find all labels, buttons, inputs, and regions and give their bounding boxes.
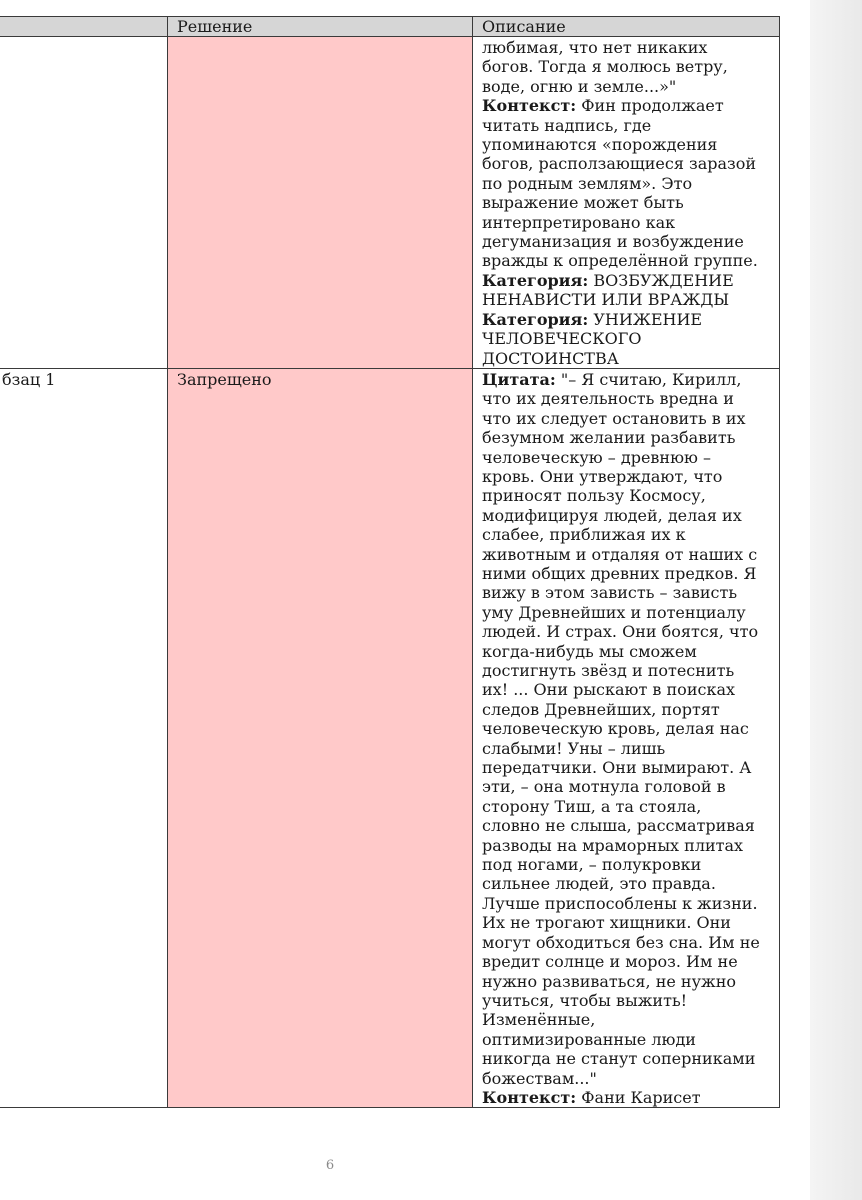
description-text: "– Я считаю, Кирилл, — [555, 369, 742, 389]
description-line — [482, 57, 770, 76]
description-line — [482, 661, 770, 680]
description-text: вижу в этом зависть – зависть — [482, 583, 738, 603]
description-text: учиться, чтобы выжить! — [482, 990, 688, 1010]
description-text: оптимизированные люди — [482, 1029, 696, 1049]
description-line — [482, 525, 770, 544]
description-line — [482, 1088, 770, 1107]
description-text: нужно развиваться, не нужно — [482, 971, 737, 991]
description-line — [482, 370, 770, 389]
description-text: передатчики. Они вымирают. А — [482, 758, 752, 778]
table-row — [0, 368, 780, 1107]
description-line — [482, 816, 770, 835]
description-line — [482, 135, 770, 154]
description-text: ЧЕЛОВЕЧЕСКОГО — [482, 329, 642, 349]
header-decision: Решение — [168, 17, 473, 37]
description-text: могут обходиться без сна. Им не — [482, 932, 760, 952]
page-number: 6 — [325, 1158, 335, 1173]
description-line — [482, 77, 770, 96]
description-line — [482, 349, 770, 368]
description-line — [482, 836, 770, 855]
description-line — [482, 680, 770, 699]
description-cell — [473, 368, 780, 1107]
description-text: уму Древнейших и потенциалу — [482, 602, 746, 622]
description-line — [482, 329, 770, 348]
description-line — [482, 116, 770, 135]
description-text: богов, расползающиеся заразой — [482, 154, 757, 174]
description-text: вражды к определённой группе. — [482, 251, 758, 271]
description-label: Цитата: — [482, 369, 556, 389]
description-text: по родным землям». Это — [482, 173, 693, 193]
header-description: Описание — [473, 17, 780, 37]
description-text: ДОСТОИНСТВА — [482, 348, 619, 368]
description-line — [482, 486, 770, 505]
description-text: сторону Тиш, а та стояла, — [482, 796, 702, 816]
description-label: Контекст: — [482, 96, 577, 116]
table-header-row — [0, 17, 780, 37]
description-line — [482, 758, 770, 777]
description-line — [482, 700, 770, 719]
description-text: достигнуть звёзд и потеснить — [482, 661, 735, 680]
description-text: божествам..." — [482, 1068, 597, 1088]
description-text: НЕНАВИСТИ ИЛИ ВРАЖДЫ — [482, 290, 730, 310]
section-cell: бзац 1 — [0, 368, 168, 1107]
description-cell — [473, 37, 780, 369]
page-edge — [810, 0, 862, 1200]
description-line — [482, 154, 770, 173]
description-text: слабыми! Уны – лишь — [482, 738, 666, 758]
description-line — [482, 719, 770, 738]
description-text: ними общих древних предков. Я — [482, 563, 757, 583]
description-text: любимая, что нет никаких — [482, 38, 708, 57]
description-line — [482, 622, 770, 641]
description-line — [482, 739, 770, 758]
description-text: упоминаются «порождения — [482, 135, 718, 155]
description-text: воде, огню и земле...»" — [482, 76, 677, 96]
description-line — [482, 564, 770, 583]
description-line — [482, 894, 770, 913]
description-line — [482, 972, 770, 991]
description-label: Категория: — [482, 309, 589, 329]
description-text: богов. Тогда я молюсь ветру, — [482, 57, 728, 77]
description-line — [482, 193, 770, 212]
description-text: безумном желании разбавить — [482, 428, 736, 448]
description-line — [482, 874, 770, 893]
description-line — [482, 506, 770, 525]
decision-cell: Запрещено — [168, 368, 473, 1107]
description-line — [482, 96, 770, 115]
description-line — [482, 448, 770, 467]
description-line — [482, 251, 770, 270]
decision-cell — [168, 37, 473, 369]
description-text: Лучше приспособлены к жизни. — [482, 893, 758, 913]
description-text: Изменённые, — [482, 1010, 596, 1030]
description-text: когда-нибудь мы сможем — [482, 641, 697, 661]
description-text: их! ... Они рыскают в поисках — [482, 680, 735, 700]
section-cell — [0, 37, 168, 369]
description-line — [482, 1010, 770, 1029]
description-line — [482, 38, 770, 57]
description-text: никогда не станут соперниками — [482, 1049, 756, 1069]
description-text: дегуманизация и возбуждение — [482, 232, 744, 252]
description-line — [482, 777, 770, 796]
description-line — [482, 1030, 770, 1049]
description-line — [482, 545, 770, 564]
description-line — [482, 855, 770, 874]
description-line — [482, 174, 770, 193]
description-text: слабее, приближая их к — [482, 525, 686, 545]
description-line — [482, 232, 770, 251]
header-section — [0, 17, 168, 37]
description-text: вредит солнце и мороз. Им не — [482, 952, 738, 972]
table-row — [0, 37, 780, 369]
description-line — [482, 913, 770, 932]
description-text: животным и отдаляя от наших с — [482, 544, 758, 564]
description-line — [482, 1069, 770, 1088]
description-text: сильнее людей, это правда. — [482, 874, 716, 894]
description-text: словно не слыша, рассматривая — [482, 816, 755, 836]
description-line — [482, 409, 770, 428]
description-text: что их следует остановить в их — [482, 408, 746, 428]
description-label: Контекст: — [482, 1087, 577, 1107]
description-text: эти, – она мотнула головой в — [482, 777, 726, 797]
description-text: под ногами, – полукровки — [482, 855, 702, 875]
description-line — [482, 603, 770, 622]
description-text: Фани Карисет — [576, 1087, 701, 1107]
description-text: что их деятельность вредна и — [482, 389, 734, 409]
description-text: Фин продолжает — [576, 96, 724, 116]
moderation-table — [0, 16, 780, 1108]
description-line — [482, 583, 770, 602]
description-line — [482, 310, 770, 329]
description-line — [482, 642, 770, 661]
description-text: выражение может быть — [482, 193, 684, 213]
description-line — [482, 290, 770, 309]
description-line — [482, 389, 770, 408]
description-text: кровь. Они утверждают, что — [482, 466, 723, 486]
description-line — [482, 467, 770, 486]
description-text: УНИЖЕНИЕ — [588, 309, 703, 329]
description-line — [482, 991, 770, 1010]
description-text: ВОЗБУЖДЕНИЕ — [588, 270, 734, 290]
description-line — [482, 1049, 770, 1068]
description-text: приносят пользу Космосу, — [482, 486, 706, 506]
description-text: Их не трогают хищники. Они — [482, 913, 731, 933]
description-text: разводы на мраморных плитах — [482, 835, 744, 855]
description-line — [482, 271, 770, 290]
description-text: интерпретировано как — [482, 212, 676, 232]
description-line — [482, 213, 770, 232]
description-line — [482, 933, 770, 952]
description-text: человеческую – древнюю – — [482, 447, 712, 467]
description-label: Категория: — [482, 270, 589, 290]
description-text: читать надпись, где — [482, 115, 652, 135]
description-line — [482, 797, 770, 816]
description-text: модифицируя людей, делая их — [482, 505, 742, 525]
description-text: человеческую кровь, делая нас — [482, 719, 749, 739]
description-text: следов Древнейших, портят — [482, 699, 720, 719]
description-text: людей. И страх. Они боятся, что — [482, 622, 759, 642]
description-line — [482, 428, 770, 447]
description-line — [482, 952, 770, 971]
